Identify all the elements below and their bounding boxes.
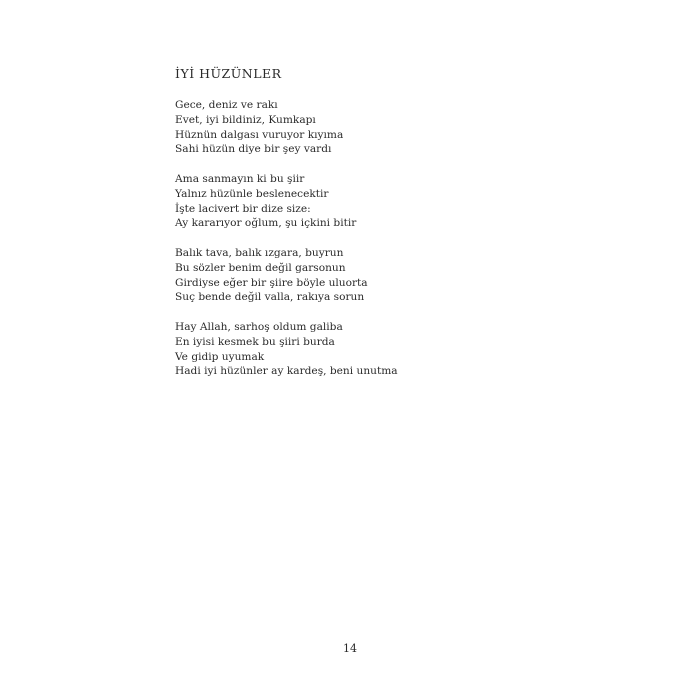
verse-line: Sahi hüzün diye bir şey vardı xyxy=(175,143,332,156)
verse-line: İşte lacivert bir dize size: xyxy=(175,202,311,215)
verse-line: Yalnız hüzünle beslenecektir xyxy=(175,187,329,200)
verse-line: Hüznün dalgası vuruyor kıyıma xyxy=(175,128,344,141)
stanza-1 xyxy=(175,98,398,157)
stanza-3 xyxy=(175,246,398,305)
verse-line: Gece, deniz ve rakı xyxy=(175,99,278,111)
verse-line: Ay kararıyor oğlum, şu içkini bitir xyxy=(175,217,357,230)
verse-line: Suç bende değil valla, rakıya sorun xyxy=(175,291,365,304)
verse-line: Bu sözler benim değil garsonun xyxy=(175,261,346,274)
verse-line: Hadi iyi hüzünler ay kardeş, beni unutma xyxy=(175,365,398,378)
page-number: 14 xyxy=(343,642,357,655)
verse-line: Girdiyse eğer bir şiire böyle uluorta xyxy=(175,276,368,289)
verse-line: Ama sanmayın ki bu şiir xyxy=(175,172,305,185)
stanza-2 xyxy=(175,172,398,231)
verse-line: Ve gidip uyumak xyxy=(175,350,265,363)
verse-line: Evet, iyi bildiniz, Kumkapı xyxy=(175,113,316,126)
poem-title: İYİ HÜZÜNLER xyxy=(175,66,282,81)
stanza-4 xyxy=(175,320,398,379)
poem-body xyxy=(175,98,398,394)
verse-line: Hay Allah, sarhoş oldum galiba xyxy=(175,320,343,333)
verse-line: Balık tava, balık ızgara, buyrun xyxy=(175,246,344,259)
verse-line: En iyisi kesmek bu şiiri burda xyxy=(175,335,335,348)
